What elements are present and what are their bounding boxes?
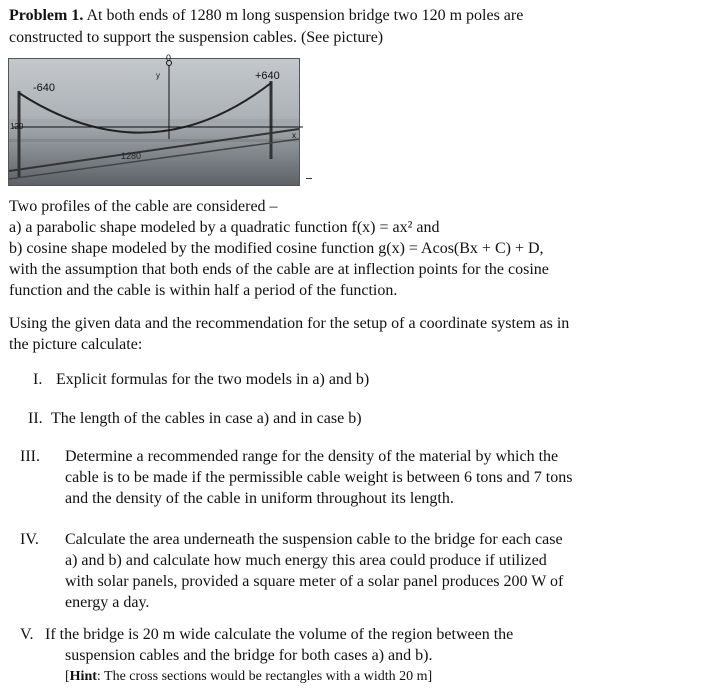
task-v-line-2: suspension cables and the bridge for both cases a) and b).	[65, 647, 433, 664]
label-right: +640	[255, 70, 280, 82]
figure-dash	[306, 178, 312, 179]
label-height: 120	[10, 122, 24, 131]
task-iii-line-2: cable is to be made if the permissible cable weight is between 6 tons and 7 tons	[65, 469, 573, 486]
task-iv-line-2: a) and b) and calculate how much energy this area could produce if utilized	[65, 552, 547, 569]
profiles-line-1: Two profiles of the cable are considered –	[9, 198, 278, 215]
hint-line	[65, 667, 432, 686]
task-number: V.	[20, 626, 34, 643]
task-iii-line-1: Determine a recommended range for the density of the material by which the	[65, 448, 559, 465]
task-number: III.	[20, 448, 40, 465]
profiles-line-4: with the assumption that both ends of the cable are at inflection points for the cosine	[9, 261, 549, 278]
label-x: x	[292, 131, 296, 140]
task-ii-line-1: The length of the cables in case a) and in case b)	[51, 410, 362, 427]
problem-intro-text-1: At both ends of 1280 m long suspension bridge two 120 m poles are	[86, 7, 524, 24]
hint-label: Hint	[69, 669, 97, 684]
hint-text: : The cross sections would be rectangles with a width 20 m]	[96, 669, 433, 684]
task-iv-line-1: Calculate the area underneath the suspension cable to the bridge for each case	[65, 531, 563, 548]
label-origin: 0	[166, 53, 172, 63]
task-iv-line-4: energy a day.	[65, 594, 150, 611]
problem-title: Problem 1.	[9, 7, 84, 24]
profiles-line-5: function and the cable is within half a period of the function.	[9, 282, 398, 299]
bridge-diagram	[9, 53, 299, 185]
label-left: -640	[33, 82, 56, 94]
problem-intro-line-2: constructed to support the suspension cables. (See picture)	[9, 29, 384, 46]
task-number: I.	[33, 371, 43, 388]
task-number: IV.	[20, 531, 39, 548]
label-y: y	[156, 71, 160, 80]
task-i-line-1: Explicit formulas for the two models in a) and b)	[56, 371, 370, 388]
setup-line-2: the picture calculate:	[9, 336, 143, 353]
task-number: II.	[28, 410, 43, 427]
task-iv-line-3: with solar panels, provided a square meter of a solar panel produces 200 W of	[65, 573, 564, 590]
task-v-line-1: If the bridge is 20 m wide calculate the volume of the region between the	[45, 626, 514, 643]
task-iii-line-3: and the density of the cable in uniform throughout its length.	[65, 490, 454, 507]
profiles-line-2: a) a parabolic shape modeled by a quadratic function f(x) = ax² and	[9, 219, 440, 236]
profiles-line-3: b) cosine shape modeled by the modified cosine function g(x) = Acos(Bx + C) + D,	[9, 240, 544, 257]
label-span: 1280	[121, 151, 142, 161]
hint-open-bracket: [	[65, 669, 70, 684]
setup-line-1: Using the given data and the recommendation for the setup of a coordinate system as in	[9, 315, 570, 332]
bridge-figure	[8, 53, 300, 186]
problem-intro-line-1	[9, 6, 523, 25]
